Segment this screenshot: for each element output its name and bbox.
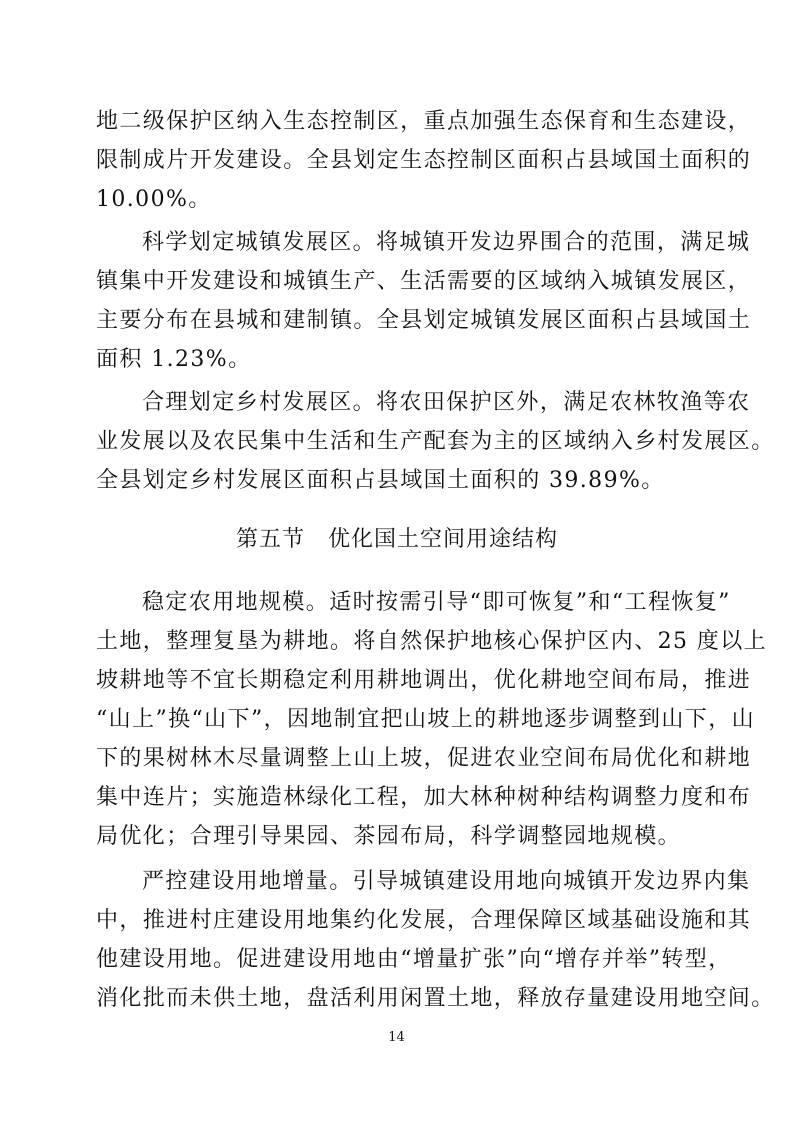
paragraph-line: 消化批而未供土地，盘活利用闲置土地，释放存量建设用地空间。	[96, 986, 775, 1011]
paragraph-lead: 严控建设用地增量。	[142, 869, 353, 894]
paragraph-text: 引导城镇建设用地向城镇开发边界内集	[352, 869, 751, 894]
paragraph-lead: 合理划定乡村发展区。	[142, 390, 377, 415]
paragraph-line	[96, 588, 731, 618]
paragraph-line	[96, 388, 751, 418]
paragraph-text: 将农田保护区外，满足农林牧渔等农	[376, 390, 751, 415]
paragraph-line: “山上”换“山下”，因地制宜把山坡上的耕地逐步调整到山下，山	[96, 707, 755, 732]
paragraph-line: 下的果树林木尽量调整上山上坡，促进农业空间布局优化和耕地	[96, 746, 752, 771]
paragraph-text: 将城镇开发边界围合的范围，满足城	[376, 230, 751, 255]
paragraph-line: 面积 1.23%。	[96, 347, 252, 372]
paragraph-line: 限制成片开发建设。全县划定生态控制区面积占县域国土面积的	[96, 148, 752, 173]
section-heading: 第五节 优化国土空间用途结构	[235, 527, 558, 552]
paragraph-line: 业发展以及农民集中生活和生产配套为主的区域纳入乡村发展区。	[96, 429, 775, 454]
paragraph-line: 中，推进村庄建设用地集约化发展，合理保障区域基础设施和其	[96, 908, 752, 933]
paragraph-line: 局优化；合理引导果园、茶园布局，科学调整园地规模。	[96, 824, 682, 849]
paragraph-line: 地二级保护区纳入生态控制区，重点加强生态保育和生态建设，	[96, 109, 752, 134]
paragraph-line: 集中连片；实施造林绿化工程，加大林种树种结构调整力度和布	[96, 785, 752, 810]
page-number: 14	[388, 1030, 405, 1045]
paragraph-lead: 科学划定城镇发展区。	[142, 230, 377, 255]
paragraph-line: 主要分布在县城和建制镇。全县划定城镇发展区面积占县域国土	[96, 308, 752, 333]
paragraph-line: 10.00%。	[96, 187, 212, 212]
paragraph-line: 坡耕地等不宜长期稳定利用耕地调出，优化耕地空间布局，推进	[96, 668, 752, 693]
paragraph-lead: 稳定农用地规模。	[142, 590, 330, 615]
paragraph-line	[96, 228, 751, 258]
paragraph-line: 镇集中开发建设和城镇生产、生活需要的区域纳入城镇发展区，	[96, 269, 752, 294]
paragraph-text: 适时按需引导“即可恢复”和“工程恢复”	[329, 590, 731, 615]
paragraph-line: 全县划定乡村发展区面积占县域国土面积的 39.89%。	[96, 468, 665, 493]
paragraph-line: 他建设用地。促进建设用地由“增量扩张”向“增存并举”转型，	[96, 947, 732, 972]
paragraph-line	[96, 867, 751, 897]
paragraph-line: 土地，整理复垦为耕地。将自然保护地核心保护区内、25 度以上	[96, 629, 767, 654]
